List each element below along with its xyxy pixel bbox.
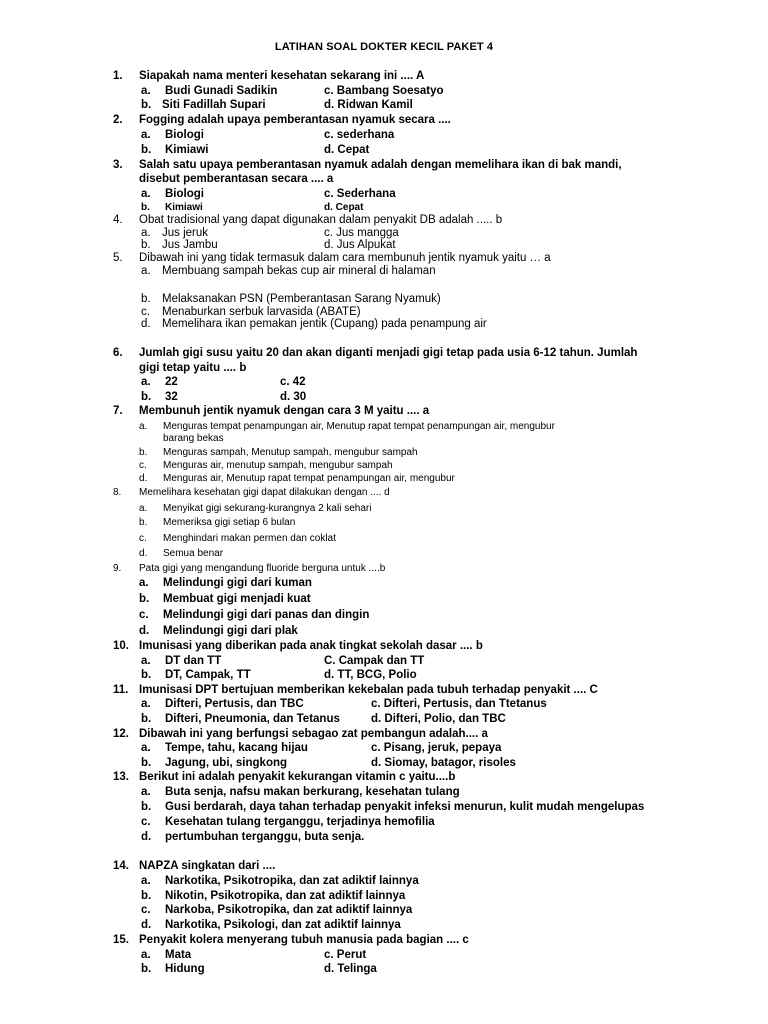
document-page: LATIHAN SOAL DOKTER KECIL PAKET 4 1. Siapakah nama menteri kesehatan sekarang ini .... A a. Budi Gunadi Sadikin c. Bambang Soesatyo b. Siti Fadillah Supari d. Ridwan Kamil 2. Fogging adalah upaya pemberantasan nyamuk secara .... a. Biologi c. sederhana b. Kimiawi d. Cepat 3. Salah satu upaya pemberantasan nyamuk adalah dengan memelihara ikan di bak mandi, disebut pemberantasan secara .... a a. Biologi c. Sederhana b. Kimiawi d. Cepat 4. Obat tradisional yang dapat digunakan dalam penyakit DB adalah ..... b a. Jus jeruk c. Jus mangga b. Jus Jambu d. Jus Alpukat 5. Dibawah ini yang tidak termasuk dalam cara membunuh jentik nyamuk yaitu … a a. Membuang sampah bekas cup air mineral di halaman b. Melaksanakan PSN (Pemberantasan Sarang Nyamuk) c. Menaburkan serbuk larvasida (ABATE) d. Memelihara ikan pemakan jentik (Cupang) pada penampung air 6. Jumlah gigi susu yaitu 20 dan akan diganti menjadi gigi tetap pada usia 6-12 tahun. Jumlah gigi tetap yaitu .... b a. 22 c. 42 b. 32 d. 30 7. Membunuh jentik nyamuk dengan cara 3 M yaitu .... a a. Menguras tempat penampungan air, Menutup rapat tempat penampungan air, mengubur barang bekas b. Menguras sampah, Menutup sampah, mengubur sampah c. Menguras air, menutup sampah, mengubur sampah d. Menguras air, Menutup rapat tempat penampungan air, mengubur 8. Memelihara kesehatan gigi dapat dilakukan dengan .... d a. Menyikat gigi sekurang-kurangnya 2 kali sehari b. Memeriksa gigi setiap 6 bulan c. Menghindari makan permen dan coklat d. Semua benar 9. Pata gigi yang mengandung fluoride berguna untuk ....b a. Melindungi gigi dari kuman b. Membuat gigi menjadi kuat c. Melindungi gigi dari panas dan dingin d. Melindungi gigi dari plak 10. Imunisasi yang diberikan pada anak tingkat sekolah dasar .... b a. DT dan TT C. Campak dan TT b. DT, Campak, TT d. TT, BCG, Polio 11. Imunisasi DPT bertujuan memberikan kekebalan pada tubuh terhadap penyakit .... C a. Difteri, Pertusis, dan TBC c. Difteri, Pertusis, dan Ttetanus b. Difteri, Pneumonia, dan Tetanus d. Difteri, Polio, dan TBC 12. Dibawah ini yang berfungsi sebagao zat pembangun adalah.... a a. Tempe, tahu, kacang hijau c. Pisang, jeruk, pepaya b. Jagung, ubi, singkong d. Siomay, batagor, risoles 13. Berikut ini adalah penyakit kekurangan vitamin c yaitu....b a. Buta senja, nafsu makan berkurang, kesehatan tulang b. Gusi berdarah, daya tahan terhadap penyakit infeksi menurun, kulit mudah mengelupas c. Kesehatan tulang terganggu, terjadinya hemofilia d. pertumbuhan terganggu, buta senja. 14. NAPZA singkatan dari .... a. Narkotika, Psikotropika, dan zat adiktif lainnya b. Nikotin, Psikotropika, dan zat adiktif lainnya c. Narkoba, Psikotropika, dan zat adiktif lainnya d. Narkotika, Psikologi, dan zat adiktif lainnya 15. Penyakit kolera menyerang tubuh manusia pada bagian .... c a. Mata c. Perut b. Hidung d. Telinga: [0, 0, 768, 1024]
page-title: LATIHAN SOAL DOKTER KECIL PAKET 4: [274, 41, 494, 53]
